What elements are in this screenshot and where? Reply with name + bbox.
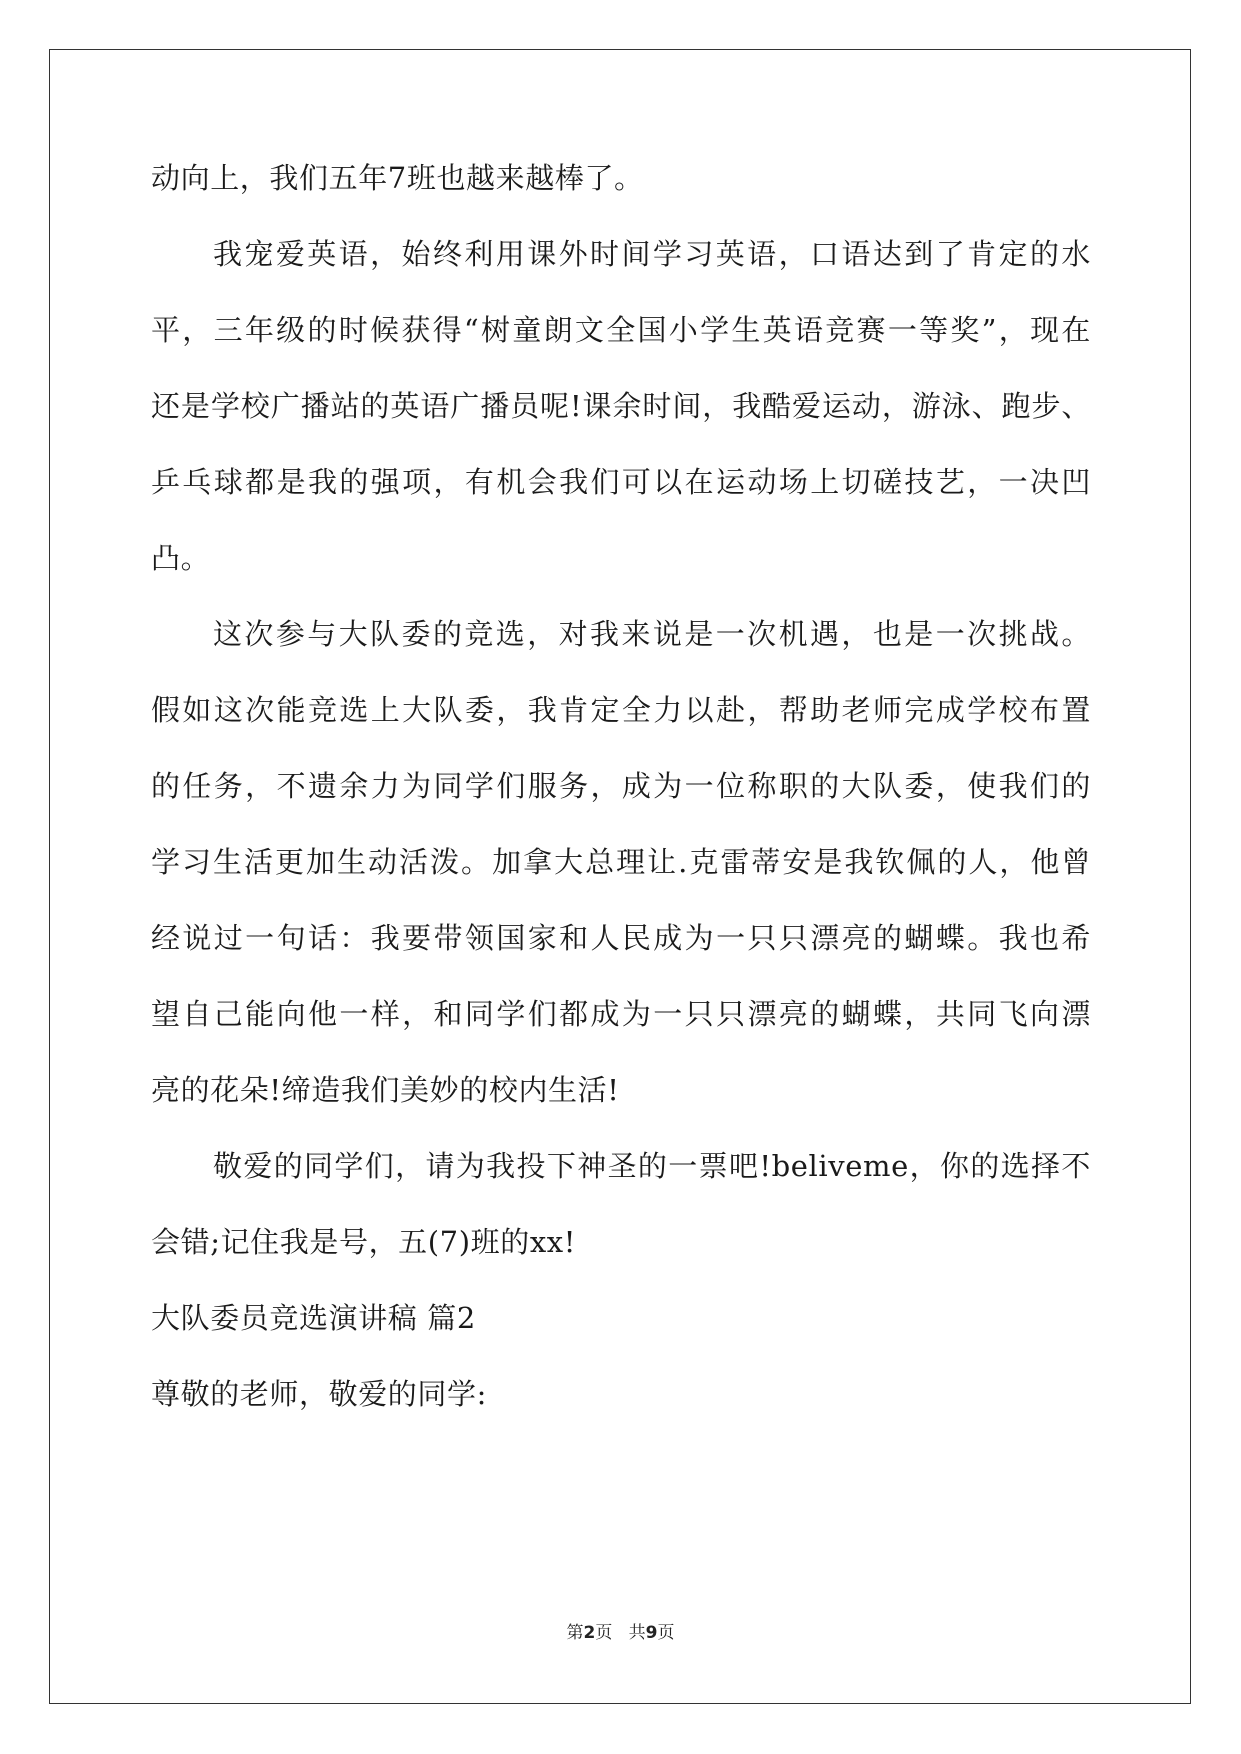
- text-line: 还是学校广播站的英语广播员呢!课余时间，我酷爱运动，游泳、跑步、: [151, 389, 1091, 423]
- page-number-middle: 页 共: [595, 1623, 646, 1643]
- text-line: 会错;记住我是号，五(7)班的xx!: [151, 1225, 577, 1259]
- text-line: 乒乓球都是我的强项，有机会我们可以在运动场上切磋技艺，一决凹: [151, 465, 1091, 499]
- text-line: 望自己能向他一样，和同学们都成为一只只漂亮的蝴蝶，共同飞向漂: [151, 997, 1091, 1031]
- section-heading: 大队委员竞选演讲稿 篇2: [151, 1301, 476, 1335]
- paragraph-start-line: 我宠爱英语，始终利用课外时间学习英语，口语达到了肯定的水: [213, 237, 1091, 271]
- paragraph-start-line: 敬爱的同学们，请为我投下神圣的一票吧!beliveme，你的选择不: [213, 1149, 1091, 1183]
- current-page-number: 2: [583, 1623, 596, 1643]
- text-line: 学习生活更加生动活泼。加拿大总理让.克雷蒂安是我钦佩的人，他曾: [151, 845, 1091, 879]
- text-line: 假如这次能竞选上大队委，我肯定全力以赴，帮助老师完成学校布置: [151, 693, 1091, 727]
- text-line: 平，三年级的时候获得“树童朗文全国小学生英语竞赛一等奖”，现在: [151, 313, 1091, 347]
- text-line: 经说过一句话：我要带领国家和人民成为一只只漂亮的蝴蝶。我也希: [151, 921, 1091, 955]
- page-number-suffix: 页: [657, 1623, 675, 1643]
- total-page-number: 9: [645, 1623, 658, 1643]
- page-number-prefix: 第: [566, 1623, 584, 1643]
- text-line: 的任务，不遗余力为同学们服务，成为一位称职的大队委，使我们的: [151, 769, 1091, 803]
- text-line: 亮的花朵!缔造我们美妙的校内生活!: [151, 1073, 620, 1107]
- paragraph-start-line: 这次参与大队委的竞选，对我来说是一次机遇，也是一次挑战。: [213, 617, 1091, 651]
- page-footer: [0, 1618, 1241, 1643]
- salutation: 尊敬的老师，敬爱的同学:: [151, 1377, 487, 1411]
- text-line: 动向上，我们五年7班也越来越棒了。: [151, 161, 644, 195]
- text-line: 凸。: [151, 541, 211, 575]
